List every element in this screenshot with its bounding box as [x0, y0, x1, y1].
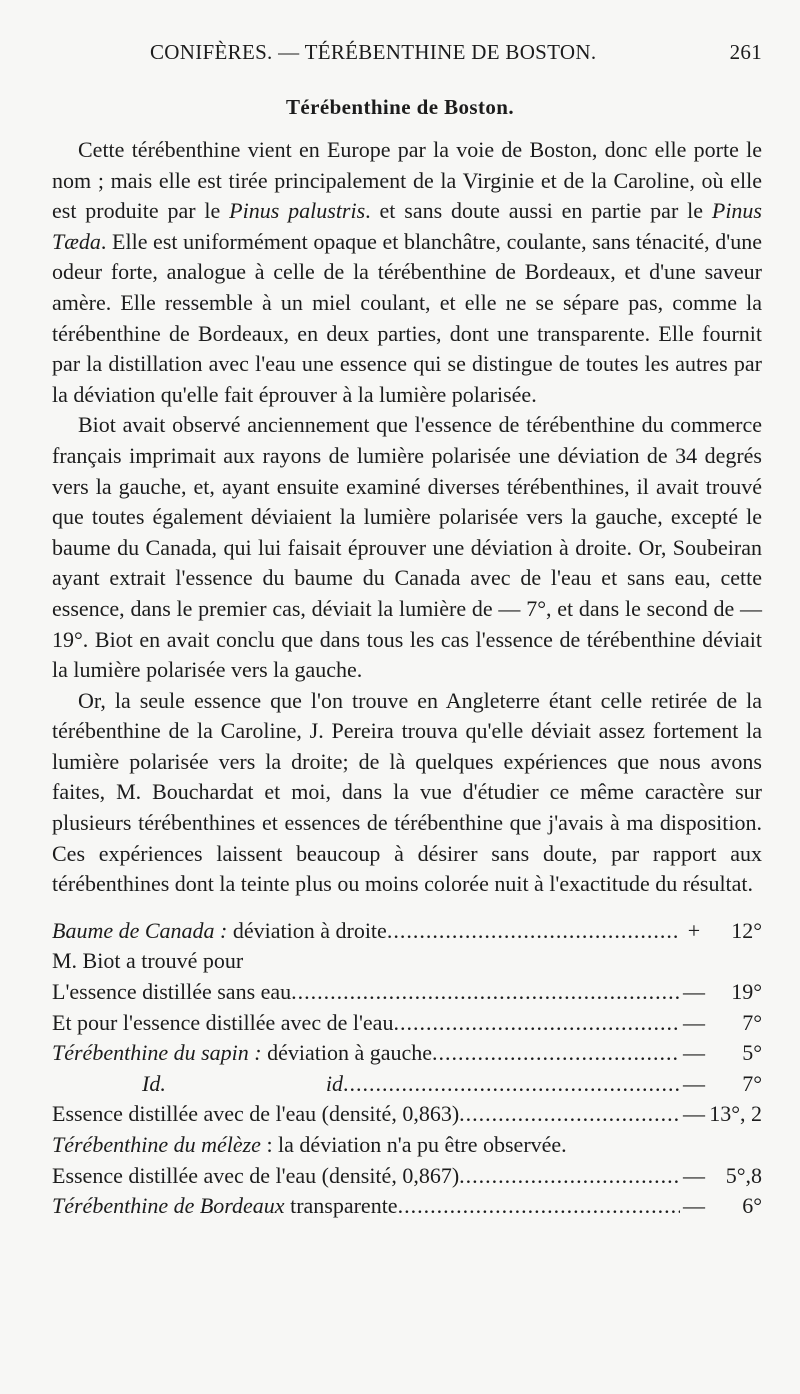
paragraphs — [52, 135, 762, 900]
italic-text: Térébenthine de — [52, 1193, 200, 1219]
text-segment: Essence distillée avec de l'eau (densité, 0,863) — [52, 1101, 460, 1127]
value-row — [52, 1130, 762, 1161]
deviation-value: 5°,8 — [725, 1162, 762, 1188]
body-text — [52, 135, 762, 1222]
value-label — [52, 1038, 432, 1069]
italic-text: Id. — [142, 1070, 166, 1096]
value-sign: — — [683, 1101, 705, 1127]
dot-leader — [432, 1038, 680, 1069]
value-row — [52, 1038, 762, 1069]
value-row — [52, 946, 762, 977]
value-row — [52, 1008, 762, 1039]
running-title: CONIFÈRES. — TÉRÉBENTHINE DE BOSTON. — [150, 40, 597, 64]
text-segment: Or, la seule essence que l'on trouve en Angleterre étant celle retirée de la térébenthine de la Caroline, J. Pereira trouva qu'elle déviait assez fortement la lumière polarisée vers la droite; de là quelques expériences que nous avons faites, M. Bouchardat et moi, dans la vue d'étudier ce même caractère sur plusieurs térébenthines et essences de térébenthine que j'avais à ma disposition. Ces expériences laissent beaucoup à désirer sans doute, par rapport aux térébenthines dont la teinte plus ou moins colorée nuit à l'exactitude du résultat. — [52, 687, 762, 897]
deviation-value: 7° — [742, 1070, 762, 1096]
value-label — [52, 1191, 398, 1222]
paragraph — [52, 410, 762, 685]
section-title: Térébenthine de Boston. — [286, 95, 514, 119]
value-row — [52, 1161, 762, 1192]
dot-leader — [459, 1099, 680, 1130]
value-row — [52, 977, 762, 1008]
value-label — [52, 1161, 459, 1192]
text-segment: Essence distillée avec de l'eau (densité, 0,867) — [52, 1162, 460, 1188]
deviation-value: 6° — [742, 1193, 762, 1219]
text-segment: Biot avait observé anciennement que l'essence de térébenthine du commerce français imprimait aux rayons de lumière polarisée une déviation de 34 degrés vers la gauche, et, ayant ensuite examiné diverses térébenthines, il avait trouvé que toutes également déviaient la lumière polarisée vers la gauche, excepté le baume du Canada, qui lui faisait éprouver une déviation à droite. Or, Soubeiran ayant extrait l'essence du baume du Canada avec de l'eau et sans eau, cette essence, dans le premier cas, déviait la lumière de — 7°, et dans le second de — 19°. Biot en avait conclu que dans tous les cas l'essence de térébenthine déviait la lumière polarisée vers la gauche. — [52, 412, 762, 683]
dot-leader — [343, 1069, 680, 1100]
value-row — [52, 1069, 762, 1100]
italic-text: Pinus Tæda — [52, 198, 762, 254]
page-header — [70, 40, 762, 80]
text-segment: déviation à droite — [227, 917, 387, 943]
value-label — [52, 916, 387, 947]
dot-leader — [393, 1008, 680, 1039]
deviation-value: 12° — [731, 917, 762, 943]
value-sign: — — [683, 1162, 705, 1188]
deviation-value: 7° — [742, 1009, 762, 1035]
italic-text: Pinus palustris — [229, 198, 366, 224]
value-row — [52, 1099, 762, 1130]
text-segment: Cette térébenthine vient en Europe par la voie de Boston, donc elle porte le nom ; mais elle est tirée principalement de la Virginie et de la Caroline, où elle est produite par le — [52, 137, 762, 224]
value-label — [52, 1130, 567, 1161]
dot-leader — [291, 977, 680, 1008]
values-table — [52, 916, 762, 1222]
dot-leader — [459, 1161, 680, 1192]
text-segment: déviation à gauche — [261, 1040, 433, 1066]
value-label — [52, 1099, 459, 1130]
dot-leader — [398, 1191, 680, 1222]
italic-text: id — [325, 1070, 343, 1096]
text-segment: : la déviation n'a pu être observée. — [260, 1132, 567, 1157]
value-sign: — — [683, 1040, 705, 1066]
deviation-value: 5° — [742, 1040, 762, 1066]
value-row — [52, 1191, 762, 1222]
text-segment: . Elle est uniformément opaque et blanchâtre, coulante, sans ténacité, d'une odeur forte, analogue à celle de la térébenthine de Bordeaux, et d'une saveur amère. Elle ressemble à un miel coulant, et elle ne se sépare pas, comme la térébenthine de Bordeaux, en deux parties, dont une transparente. Elle fournit par la distillation avec l'eau une essence qui se distingue de toutes les autres par la déviation qu'elle fait éprouver à la lumière polarisée. — [52, 228, 762, 407]
value-row — [52, 916, 762, 947]
value-label — [52, 1008, 393, 1039]
text-segment: Et pour l'essence distillée avec de l'eau — [52, 1009, 394, 1035]
value-sign: — — [683, 1193, 705, 1219]
value-label — [52, 1069, 343, 1100]
value-sign: — — [683, 1009, 705, 1035]
text-segment: transparente — [284, 1193, 398, 1219]
value-sign: — — [683, 1070, 705, 1096]
deviation-value: 13°, 2 — [709, 1101, 762, 1127]
text-segment: L'essence distillée sans eau — [52, 979, 292, 1005]
text-segment: . et sans doute aussi en partie par le — [365, 198, 712, 224]
paragraph — [52, 135, 762, 410]
value-sign: + — [687, 917, 701, 943]
paragraph — [52, 686, 762, 900]
italic-text: Bordeaux — [199, 1193, 285, 1219]
value-label — [52, 946, 243, 977]
italic-text: Térébenthine du sapin : — [52, 1040, 262, 1066]
italic-text: Baume de Canada : — [52, 917, 228, 943]
deviation-value: 19° — [731, 979, 762, 1005]
page-number: 261 — [729, 40, 762, 64]
value-label — [52, 977, 291, 1008]
text-segment: M. Biot a trouvé pour — [52, 948, 244, 974]
dot-leader — [387, 916, 680, 947]
italic-text: Térébenthine du mélèze — [52, 1132, 261, 1157]
value-sign: — — [683, 979, 705, 1005]
